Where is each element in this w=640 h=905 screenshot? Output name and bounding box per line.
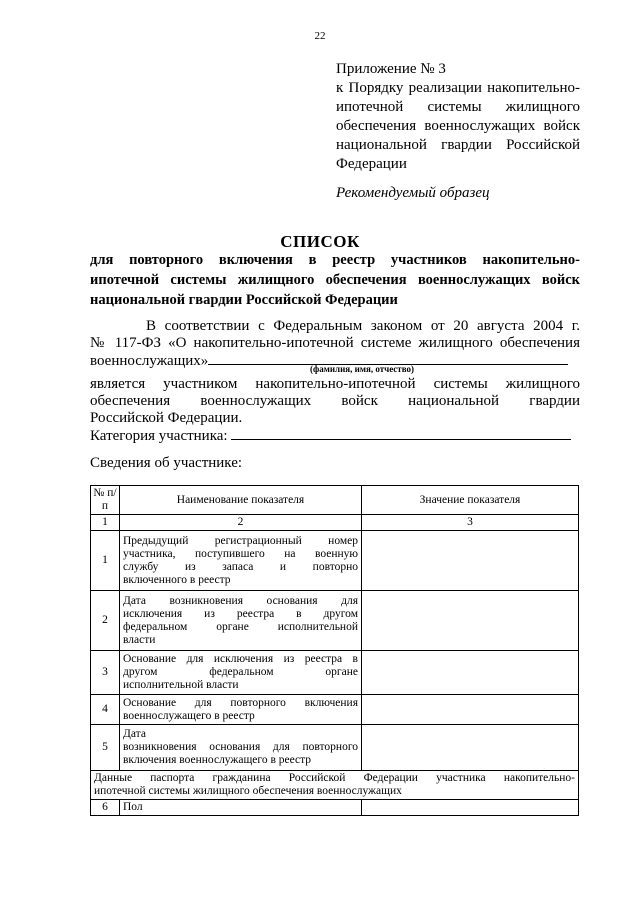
row-value-cell[interactable] (362, 591, 579, 651)
row-value-cell[interactable] (362, 651, 579, 695)
header-name: Наименование показателя (120, 486, 362, 515)
row-name: Дата возникновения основания для повторного включения военнослужащего в реестр (120, 725, 362, 771)
row-num: 5 (91, 725, 120, 771)
row-value-cell[interactable] (362, 725, 579, 771)
statement-line: № 117-ФЗ «О накопительно-ипотечной системе жилищного обеспечения (90, 335, 580, 351)
appendix-line: ипотечной системы жилищного (336, 99, 580, 115)
category-field[interactable] (231, 427, 571, 440)
table-row (91, 591, 579, 651)
statement-line: обеспечения военнослужащих войск национальной гвардии (90, 393, 580, 409)
row-name: Пол (120, 800, 362, 816)
page-number: 22 (314, 30, 326, 42)
row-num: 3 (91, 651, 120, 695)
statement-line: военнослужащих» (90, 353, 209, 369)
index-cell: 1 (91, 515, 120, 531)
statement-line: В соответствии с Федеральным законом от 20 августа 2004 г. (146, 318, 580, 334)
statement-line: Российской Федерации. (90, 410, 243, 426)
statement-paragraph-2 (90, 376, 580, 445)
document-title: СПИСОК (280, 232, 360, 251)
table-row (91, 531, 579, 591)
row-name: Предыдущий регистрационный номер участника, поступившего на военную службу из запаса и повторно включенного в реестр (120, 531, 362, 591)
header-value: Значение показателя (362, 486, 579, 515)
info-label: Сведения об участнике: (90, 455, 243, 471)
appendix-block (336, 60, 580, 174)
statement-paragraph-1 (90, 318, 580, 370)
row-value-cell[interactable] (362, 800, 579, 816)
document-subtitle (90, 250, 580, 310)
appendix-line: обеспечения военнослужащих войск (336, 118, 580, 134)
row-name: Дата возникновения основания для исключения из реестра в другом федеральном органе исполнительной власти (120, 591, 362, 651)
row-num: 6 (91, 800, 120, 816)
row-num: 2 (91, 591, 120, 651)
appendix-title: Приложение № 3 (336, 61, 446, 77)
row-value-cell[interactable] (362, 531, 579, 591)
row-value-cell[interactable] (362, 695, 579, 725)
table-row (91, 725, 579, 771)
subtitle-line: ипотечной системы жилищного обеспечения военнослужащих войск (90, 272, 580, 288)
subtitle-line: национальной гвардии Российской Федерации (90, 292, 398, 308)
appendix-line: национальной гвардии Российской (336, 137, 580, 153)
recommended-sample-label: Рекомендуемый образец (336, 185, 490, 201)
subtitle-line: для повторного включения в реестр участников накопительно- (90, 252, 580, 268)
header-num: № п/п (91, 486, 120, 515)
table-row (91, 695, 579, 725)
index-cell: 2 (120, 515, 362, 531)
passport-section-cell: Данные паспорта гражданина Российской Федерации участника накопительно- ипотечной системы жилищного обеспечения военнослужащих (91, 771, 579, 800)
table-index-row (91, 515, 579, 531)
full-name-caption: (фамилия, имя, отчество) (310, 364, 415, 374)
table-header-row (91, 486, 579, 515)
category-row (90, 427, 580, 445)
passport-section-row (91, 771, 579, 800)
participant-info-table (90, 485, 579, 816)
appendix-line: к Порядку реализации накопительно- (336, 80, 580, 96)
index-cell: 3 (362, 515, 579, 531)
table-row (91, 800, 579, 816)
row-num: 1 (91, 531, 120, 591)
statement-line: является участником накопительно-ипотечной системы жилищного (90, 376, 580, 392)
appendix-line: Федерации (336, 156, 407, 172)
category-label: Категория участника: (90, 428, 228, 444)
table-row (91, 651, 579, 695)
row-name: Основание для повторного включения военнослужащего в реестр (120, 695, 362, 725)
row-name: Основание для исключения из реестра в другом федеральном органе исполнительной власти (120, 651, 362, 695)
row-num: 4 (91, 695, 120, 725)
